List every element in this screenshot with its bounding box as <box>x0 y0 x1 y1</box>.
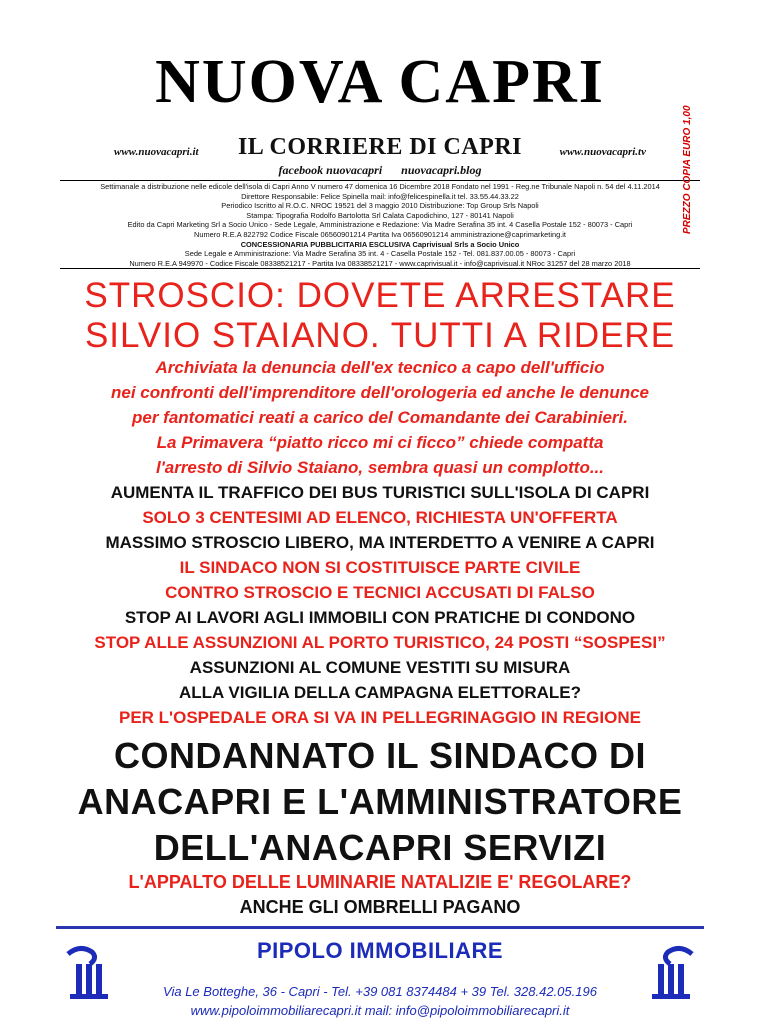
impressum-line: CONCESSIONARIA PUBBLICITARIA ESCLUSIVA Caprivisual Srls a Socio Unico <box>240 239 520 249</box>
subtitle-row <box>60 134 700 164</box>
site-link-left[interactable]: www.nuovacapri.it <box>114 146 199 158</box>
impressum-line: Edito da Capri Marketing Srl a Socio Unico - Sede Legale, Amministrazione e Redazione: Via Madre Serafina 35 int. 4 Casella Postale 152 - 80073 - Capri <box>127 220 633 230</box>
headline-item: ANCHE GLI OMBRELLI PAGANO <box>239 897 521 917</box>
ad-web-mail[interactable]: www.pipoloimmobiliarecapri.it mail: info@pipoloimmobiliarecapri.it <box>190 1003 570 1018</box>
masthead-title: NUOVA CAPRI <box>155 48 605 116</box>
impressum-line: Numero R.E.A 822792 Codice Fiscale 06560901214 Partita Iva 06560901214 amministrazione@caprimarketing.it <box>194 229 566 239</box>
headline-item: ALLA VIGILIA DELLA CAMPAGNA ELETTORALE? <box>179 683 581 702</box>
social-links <box>60 163 700 178</box>
impressum-divider <box>60 268 700 269</box>
impressum-line: Numero R.E.A 949970 - Codice Fiscale 08338521217 - Partita Iva 08338521217 - www.caprivisual.it - info@caprivisual.it NRoc 31257 del 28 marzo 2018 <box>129 258 631 268</box>
sub-headline: nei confronti dell'imprenditore dell'orologeria ed anche le denunce <box>110 383 649 402</box>
facebook-link[interactable]: facebook nuovacapri <box>278 163 383 177</box>
subtitle: IL CORRIERE DI CAPRI <box>237 134 523 160</box>
ad-top-border <box>56 926 704 929</box>
price-label: PREZZO COPIA EURO 1,00 <box>682 105 693 234</box>
sub-headline: l'arresto di Silvio Staiano, sembra quasi un complotto... <box>155 458 605 477</box>
header-divider <box>60 180 700 181</box>
impressum <box>60 182 700 268</box>
site-link-right[interactable]: www.nuovacapri.tv <box>559 146 646 158</box>
sub-headline: La Primavera “piatto ricco mi ci ficco” chiede compatta <box>156 433 604 452</box>
big-headline-line-3: DELL'ANACAPRI SERVIZI <box>153 827 607 868</box>
big-headline-line-2: ANACAPRI E L'AMMINISTRATORE <box>77 781 683 822</box>
headline-item: L'APPALTO DELLE LUMINARIE NATALIZIE E' REGOLARE? <box>128 872 632 892</box>
ad-title: PIPOLO IMMOBILIARE <box>256 938 504 963</box>
headline-item: MASSIMO STROSCIO LIBERO, MA INTERDETTO A VENIRE A CAPRI <box>105 533 655 552</box>
sub-headline: Archiviata la denuncia dell'ex tecnico a capo dell'ufficio <box>155 358 605 377</box>
headline-item: STOP AI LAVORI AGLI IMMOBILI CON PRATICHE DI CONDONO <box>124 608 636 627</box>
headline-item: ASSUNZIONI AL COMUNE VESTITI SU MISURA <box>189 658 571 677</box>
ad-address: Via Le Botteghe, 36 - Capri - Tel. +39 081 8374484 + 39 Tel. 328.42.05.196 <box>163 984 597 999</box>
headline-item: STOP ALLE ASSUNZIONI AL PORTO TURISTICO, 24 POSTI “SOSPESI” <box>94 633 666 652</box>
main-headline-line-1: STROSCIO: DOVETE ARRESTARE <box>84 276 676 315</box>
headline-item: PER L'OSPEDALE ORA SI VA IN PELLEGRINAGGIO IN REGIONE <box>119 708 641 727</box>
headline-item: CONTRO STROSCIO E TECNICI ACCUSATI DI FALSO <box>165 583 595 602</box>
impressum-line: Stampa: Tipografia Rodolfo Bartolotta Srl Calata Capodichino, 127 - 80141 Napoli <box>246 210 514 220</box>
impressum-line: Periodico Iscritto al R.O.C. NROC 19521 del 3 maggio 2010 Distribuzione: Top Group Srls Napoli <box>221 201 539 211</box>
headline-item: SOLO 3 CENTESIMI AD ELENCO, RICHIESTA UN'OFFERTA <box>142 508 618 527</box>
impressum-line: Sede Legale e Amministrazione: Via Madre Serafina 35 int. 4 - Casella Postale 152 - Tel. 081.837.00.05 - 80073 - Capri <box>184 249 576 259</box>
impressum-line: Settimanale a distribuzione nelle edicole dell'isola di Capri Anno V numero 47 domenica 16 Dicembre 2018 Fondato nel 1991 - Reg.ne Tribunale Napoli n. 54 del 4.11.2014 <box>100 182 660 191</box>
headline-item: AUMENTA IL TRAFFICO DEI BUS TURISTICI SULL'ISOLA DI CAPRI <box>110 483 650 502</box>
sub-headline: per fantomatici reati a carico del Comandante dei Carabinieri. <box>132 408 628 427</box>
blog-link[interactable]: nuovacapri.blog <box>401 163 482 177</box>
main-headline-line-2: SILVIO STAIANO. TUTTI A RIDERE <box>84 316 676 355</box>
impressum-line: Direttore Responsabile: Felice Spinella mail: info@felicespinella.it tel. 33.55.44.33.22 <box>241 191 519 201</box>
headline-item: IL SINDACO NON SI COSTITUISCE PARTE CIVILE <box>179 558 581 577</box>
big-headline-line-1: CONDANNATO IL SINDACO DI <box>113 735 646 776</box>
